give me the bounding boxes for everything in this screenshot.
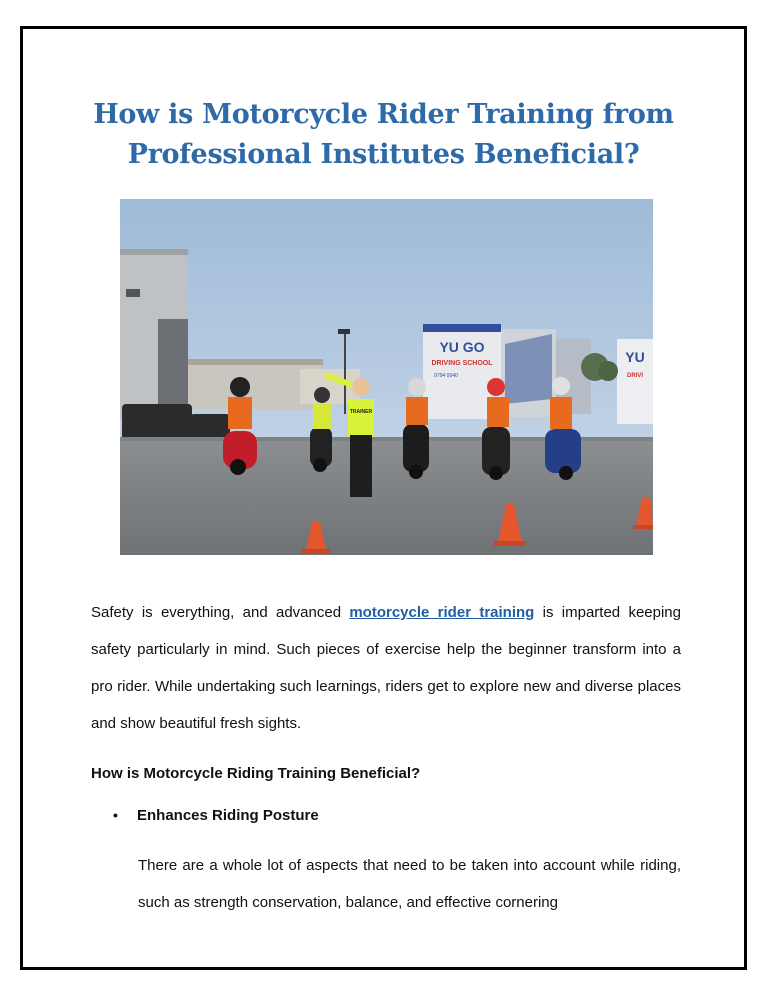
bullet-paragraph: There are a whole lot of aspects that need to be taken into account while riding, such as strength conservation, balance, and effective cornering <box>138 857 681 911</box>
svg-text:DRIVING SCHOOL: DRIVING SCHOOL <box>431 360 493 367</box>
section-heading: How is Motorcycle Riding Training Beneficial? <box>91 765 421 782</box>
truck-sign-1: YU GO <box>439 339 485 355</box>
motorcycle-training-photo <box>120 199 653 555</box>
bullet-dot: • <box>113 807 118 823</box>
svg-text:TRAINER: TRAINER <box>349 409 373 415</box>
title-line-1: How is Motorcycle Rider Training from <box>93 99 674 130</box>
svg-text:YU: YU <box>625 349 645 365</box>
bullet-title: Enhances Riding Posture <box>137 807 319 824</box>
svg-text:DRIVI: DRIVI <box>626 373 644 379</box>
document-title <box>23 95 744 175</box>
intro-paragraph: Safety is everything, and advanced motorcycle rider training is imparted keeping safety particularly in mind. Such pieces of exercise help the beginner transform into a pro rider. While undertaking such learnings, riders get to explore new and diverse places and show beautiful fresh sights. <box>91 604 681 732</box>
motorcycle-rider-training-link[interactable]: motorcycle rider training <box>349 604 535 621</box>
bullet-item-riding-posture <box>113 807 703 824</box>
title-line-2: Professional Institutes Beneficial? <box>127 139 640 170</box>
document-page <box>20 26 747 970</box>
svg-text:9794 0040: 9794 0040 <box>434 373 458 379</box>
